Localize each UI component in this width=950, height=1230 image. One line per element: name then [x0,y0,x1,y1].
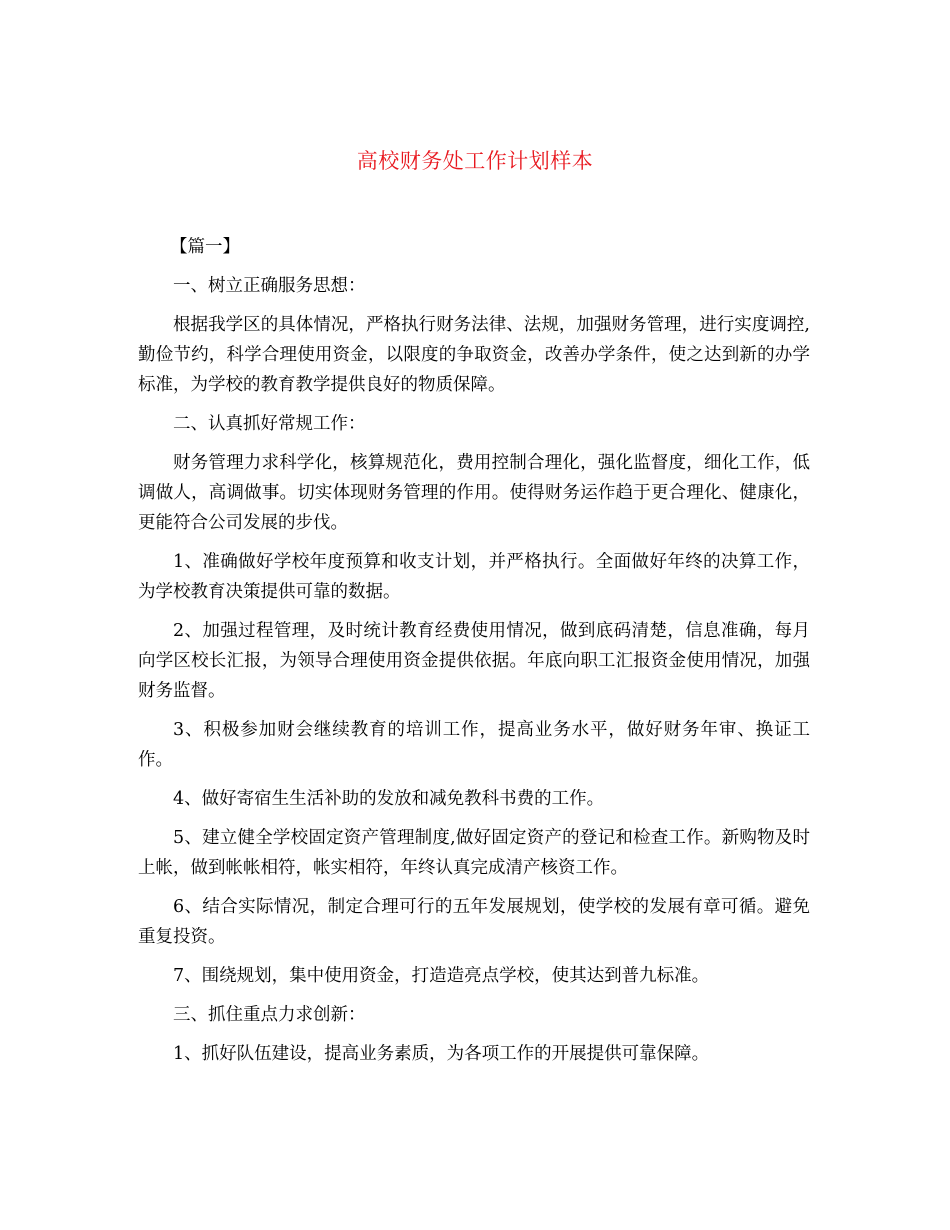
list-item-6: 6、结合实际情况，制定合理可行的五年发展规划，使学校的发展有章可循。避免重复投资。 [138,897,810,947]
list-item-2: 2、加强过程管理，及时统计教育经费使用情况，做到底码清楚，信息准确，每月向学区校长汇报，为领导合理使用资金提供依据。年底向职工汇报资金使用情况，加强财务监督。 [138,621,810,701]
section-heading-1: 一、树立正确服务思想： [173,276,366,296]
list-item-1: 1、抓好队伍建设，提高业务素质，为各项工作的开展提供可靠保障。 [173,1044,710,1064]
list-item-4: 4、做好寄宿生生活补助的发放和减免教科书费的工作。 [173,789,605,809]
section-heading-3: 三、抓住重点力求创新： [173,1005,366,1025]
list-item-5: 5、建立健全学校固定资产管理制度,做好固定资产的登记和检查工作。新购物及时上帐，做到帐帐相符，帐实相符，年终认真完成清产核资工作。 [138,828,810,878]
list-item-1: 1、准确做好学校年度预算和收支计划，并严格执行。全面做好年终的决算工作，为学校教育决策提供可靠的数据。 [138,552,810,602]
paragraph: 根据我学区的具体情况，严格执行财务法律、法规，加强财务管理，进行实度调控,勤俭节约，科学合理使用资金，以限度的争取资金，改善办学条件，使之达到新的办学标准，为学校的教育教学提供良好的物质保障。 [138,315,810,395]
part-heading: 【篇一】 [170,237,240,257]
list-item-3: 3、积极参加财会继续教育的培训工作，提高业务水平，做好财务年审、换证工作。 [138,720,810,770]
document-title: 高校财务处工作计划样本 [356,149,594,173]
document-body [138,232,810,1078]
paragraph: 财务管理力求科学化，核算规范化，费用控制合理化，强化监督度，细化工作，低调做人，高调做事。切实体现财务管理的作用。使得财务运作趋于更合理化、健康化，更能符合公司发展的步伐。 [138,453,810,533]
list-item-7: 7、围绕规划，集中使用资金，打造造亮点学校，使其达到普九标准。 [173,966,710,986]
section-heading-2: 二、认真抓好常规工作： [173,414,366,434]
